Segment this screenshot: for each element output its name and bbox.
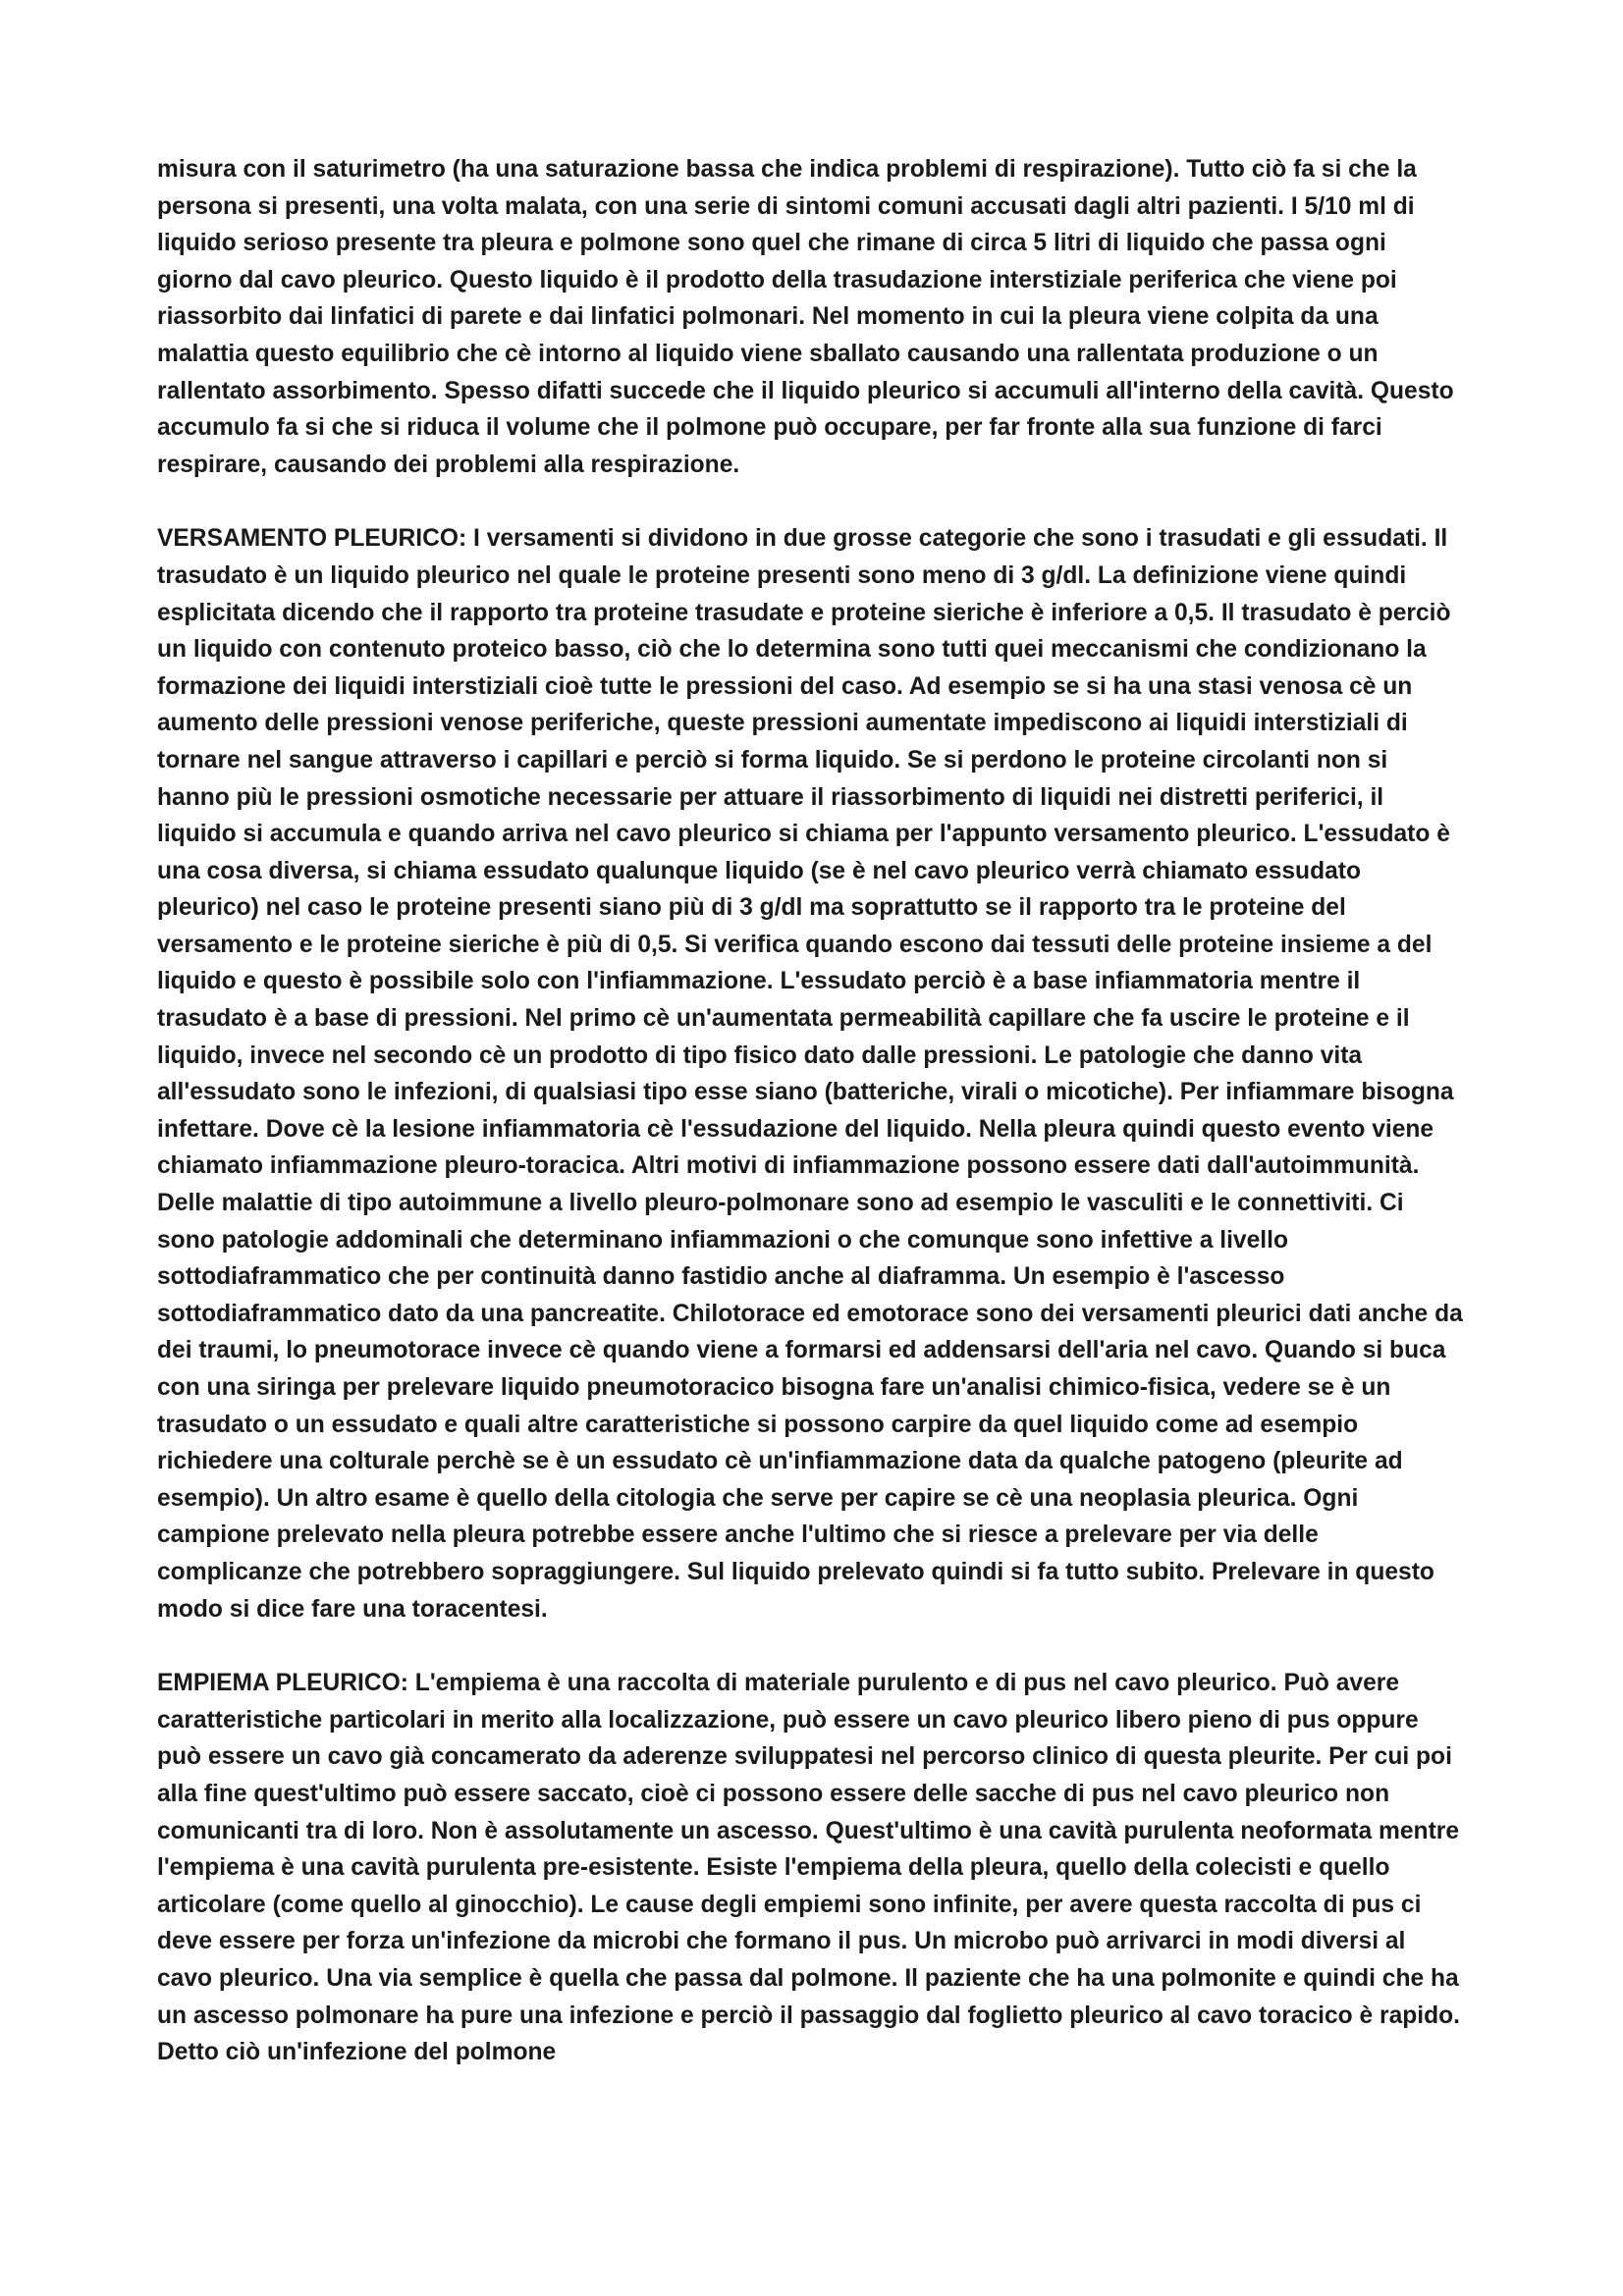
section-heading-empiema-pleurico: EMPIEMA PLEURICO: [157, 1670, 408, 1697]
section-heading-versamento-pleurico: VERSAMENTO PLEURICO: [157, 525, 467, 553]
paragraph-empiema-pleurico [157, 1665, 1466, 2071]
paragraph-intro: misura con il saturimetro (ha una saturazione bassa che indica problemi di respirazione). Tutto ciò fa si che la persona si presenti, una volta malata, con una serie di sintomi comuni accusati dagli altri pazienti. I 5/10 ml di liquido serioso presente tra pleura e polmone sono quel che rimane di circa 5 litri di liquido che passa ogni giorno dal cavo pleurico. Questo liquido è il prodotto della trasudazione interstiziale periferica che viene poi riassorbito dai linfatici di parete e dai linfatici polmonari. Nel momento in cui la pleura viene colpita da una malattia questo equilibrio che cè intorno al liquido viene sballato causando una rallentata produzione o un rallentato assorbimento. Spesso difatti succede che il liquido pleurico si accumuli all'interno della cavità. Questo accumulo fa si che si riduca il volume che il polmone può occupare, per far fronte alla sua funzione di farci respirare, causando dei problemi alla respirazione. [157, 156, 1454, 478]
paragraph-versamento-pleurico [157, 520, 1466, 1628]
section-body-empiema-pleurico: L'empiema è una raccolta di materiale purulento e di pus nel cavo pleurico. Può avere caratteristiche particolari in merito alla localizzazione, può essere un cavo pleurico libero pieno di pus oppure può essere un cavo già concamerato da aderenze sviluppatesi nel percorso clinico di questa pleurite. Per cui poi alla fine quest'ultimo può essere saccato, cioè ci possono essere delle sacche di pus nel cavo pleurico non comunicanti tra di loro. Non è assolutamente un ascesso. Quest'ultimo è una cavità purulenta neoformata mentre l'empiema è una cavità purulenta pre-esistente. Esiste l'empiema della pleura, quello della colecisti e quello articolare (come quello al ginocchio). Le cause degli empiemi sono infinite, per avere questa raccolta di pus ci deve essere per forza un'infezione da microbi che formano il pus. Un microbo può arrivarci in modi diversi al cavo pleurico. Una via semplice è quella che passa dal polmone. Il paziente che ha una polmonite e quindi che ha un ascesso polmonare ha pure una infezione e perciò il passaggio dal foglietto pleurico al cavo toracico è rapido. Detto ciò un'infezione del polmone [157, 1670, 1461, 2066]
section-body-versamento-pleurico: I versamenti si dividono in due grosse categorie che sono i trasudati e gli essudati. Il trasudato è un liquido pleurico nel quale le proteine presenti sono meno di 3 g/dl. La definizione viene quindi esplicitata dicendo che il rapporto tra proteine trasudate e proteine sieriche è inferiore a 0,5. Il trasudato è perciò un liquido con contenuto proteico basso, ciò che lo determina sono tutti quei meccanismi che condizionano la formazione dei liquidi interstiziali cioè tutte le pressioni del caso. Ad esempio se si ha una stasi venosa cè un aumento delle pressioni venose periferiche, queste pressioni aumentate impediscono ai liquidi interstiziali di tornare nel sangue attraverso i capillari e perciò si forma liquido. Se si perdono le proteine circolanti non si hanno più le pressioni osmotiche necessarie per attuare il riassorbimento di liquidi nei distretti periferici, il liquido si accumula e quando arriva nel cavo pleurico si chiama per l'appunto versamento pleurico. L'essudato è una cosa diversa, si chiama essudato qualunque liquido (se è nel cavo pleurico verrà chiamato essudato pleurico) nel caso le proteine presenti siano più di 3 g/dl ma soprattutto se il rapporto tra le proteine del versamento e le proteine sieriche è più di 0,5. Si verifica quando escono dai tessuti delle proteine insieme a del liquido e questo è possibile solo con l'infiammazione. L'essudato perciò è a base infiammatoria mentre il trasudato è a base di pressioni. Nel primo cè un'aumentata permeabilità capillare che fa uscire le proteine e il liquido, invece nel secondo cè un prodotto di tipo fisico dato dalle pressioni. Le patologie che danno vita all'essudato sono le infezioni, di qualsiasi tipo esse siano (batteriche, virali o micotiche). Per infiammare bisogna infettare. Dove cè la lesione infiammatoria cè l'essudazione del liquido. Nella pleura quindi questo evento viene chiamato infiammazione pleuro-toracica. Altri motivi di infiammazione possono essere dati dall'autoimmunità. Delle malattie di tipo autoimmune a livello pleuro-polmonare sono ad esempio le vasculiti e le connettiviti. Ci sono patologie addominali che determinano infiammazioni o che comunque sono infettive a livello sottodiaframmatico che per continuità danno fastidio anche al diaframma. Un esempio è l'ascesso sottodiaframmatico dato da una pancreatite. Chilotorace ed emotorace sono dei versamenti pleurici dati anche da dei traumi, lo pneumotorace invece cè quando viene a formarsi ed addensarsi dell'aria nel cavo. Quando si buca con una siringa per prelevare liquido pneumotoracico bisogna fare un'analisi chimico-fisica, vedere se è un trasudato o un essudato e quali altre caratteristiche si possono carpire da quel liquido come ad esempio richiedere una colturale perchè se è un essudato cè un'infiammazione data da qualche patogeno (pleurite ad esempio). Un altro esame è quello della citologia che serve per capire se cè una neoplasia pleurica. Ogni campione prelevato nella pleura potrebbe essere anche l'ultimo che si riesce a prelevare per via delle complicanze che potrebbero sopraggiungere. Sul liquido prelevato quindi si fa tutto subito. Prelevare in questo modo si dice fare una toracentesi. [157, 525, 1463, 1623]
